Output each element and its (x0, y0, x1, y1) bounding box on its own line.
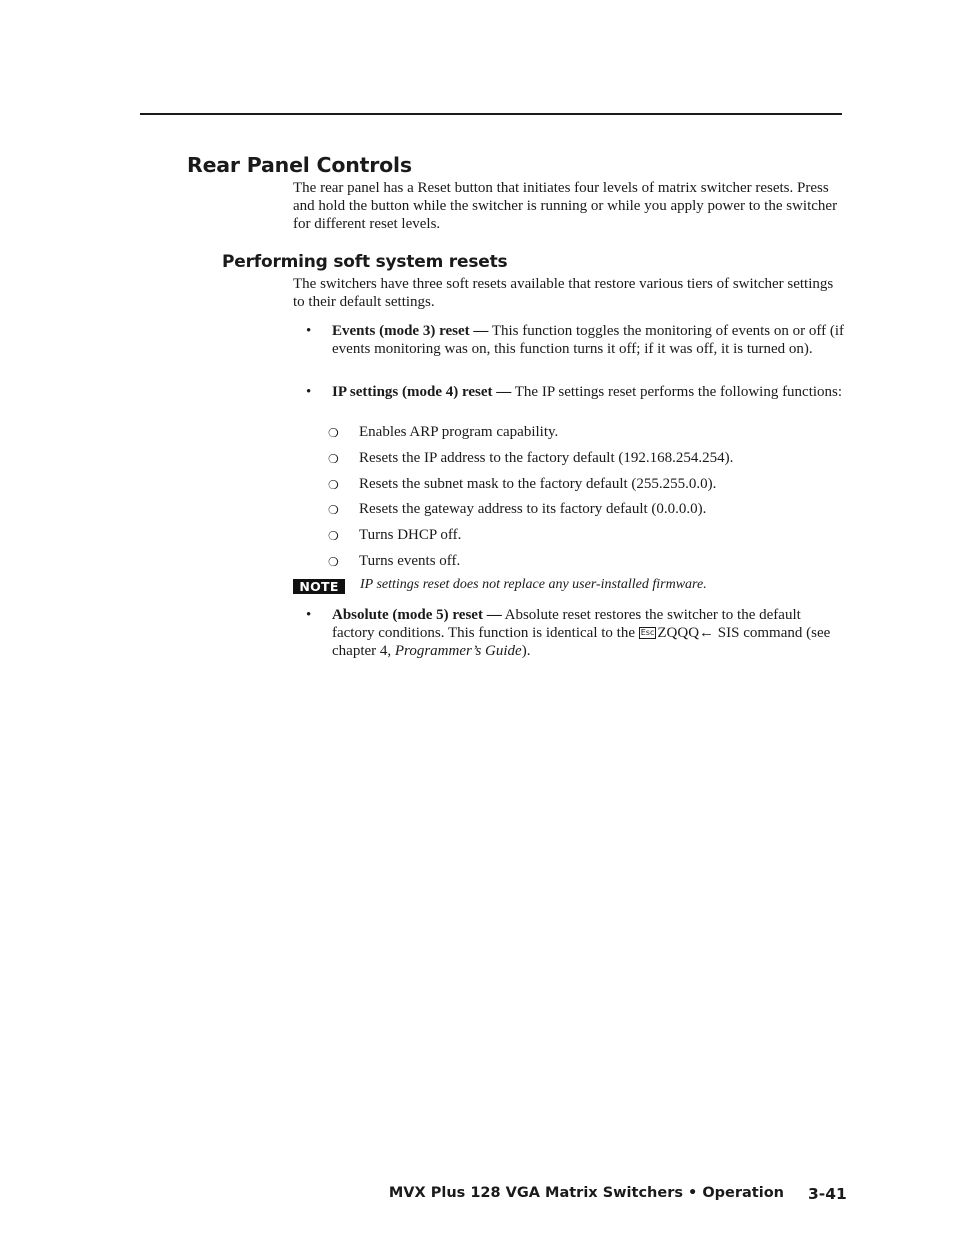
bullet-body: This function toggles the monitoring of events on or off (if events monitoring was on, this function turns it off; if it was off, it is turned on). (332, 323, 845, 357)
section-heading: Rear Panel Controls (187, 153, 412, 177)
circle-bullet-icon: ❍ (328, 555, 339, 569)
footer-title: MVX Plus 128 VGA Matrix Switchers • Operation (388, 1185, 784, 1201)
bullet-text (332, 607, 846, 660)
circle-bullet-icon: ❍ (328, 529, 339, 543)
circle-bullet-icon: ❍ (328, 478, 339, 492)
bullet-label: IP settings (mode 4) reset — (332, 384, 512, 400)
esc-key-icon: Esc (640, 627, 655, 637)
list-item-text: Turns DHCP off. (359, 527, 462, 543)
subsection-intro: The switchers have three soft resets available that restore various tiers of switcher settings to their default settings. (293, 276, 834, 310)
bullet-label: Events (mode 3) reset — (332, 323, 489, 339)
list-item-text: Resets the IP address to the factory default (192.168.254.254). (359, 450, 734, 466)
note-badge: NOTE (293, 579, 345, 594)
circle-bullet-icon: ❍ (328, 426, 339, 440)
bullet-body: Absolute reset restores the switcher to the default factory conditions. This function is identical to the (332, 607, 801, 641)
circle-bullet-icon: ❍ (328, 452, 339, 466)
list-item-text: Turns events off. (359, 553, 461, 569)
list-item-text: Enables ARP program capability. (359, 424, 559, 440)
note-text: IP settings reset does not replace any user-installed firmware. (360, 577, 707, 592)
bullet-body-cont: SIS command (see chapter 4, (332, 624, 831, 659)
list-item-text: Resets the subnet mask to the factory default (255.255.0.0). (359, 476, 717, 492)
guide-reference: Programmer’s Guide (394, 642, 522, 659)
bullet-body: The IP settings reset performs the following functions: (511, 384, 843, 400)
sis-command: ZQQQ← (657, 624, 715, 641)
bullet-body-end: ). (521, 642, 531, 659)
intro-paragraph: The rear panel has a Reset button that initiates four levels of matrix switcher resets. Press and hold the button while the switcher is running or while you apply power to the switcher for different reset levels. (293, 180, 838, 232)
header-rule (140, 113, 842, 115)
list-item-text: Resets the gateway address to its factory default (0.0.0.0). (359, 501, 707, 517)
circle-bullet-icon: ❍ (328, 503, 339, 517)
bullet-label: Absolute (mode 5) reset — (332, 607, 502, 623)
bullet-text (332, 323, 846, 359)
bullet-marker: • (306, 384, 312, 400)
subsection-heading: Performing soft system resets (222, 252, 508, 272)
bullet-marker: • (306, 323, 312, 339)
bullet-marker: • (306, 607, 312, 623)
page-number: 3-41 (808, 1185, 847, 1203)
bullet-text (332, 384, 846, 402)
